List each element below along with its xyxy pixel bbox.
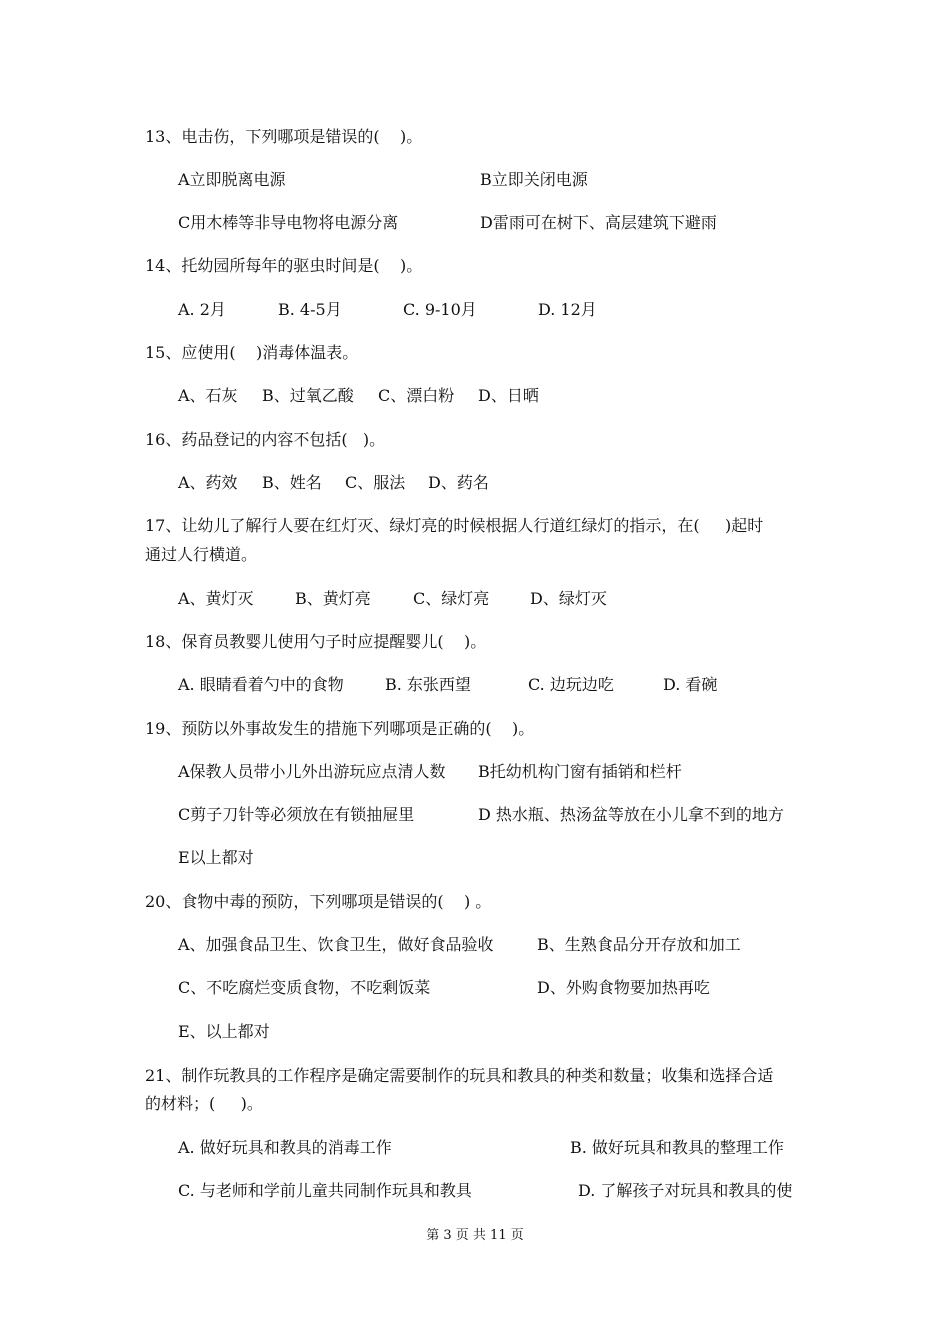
answer-option: B立即关闭电源 [480, 170, 588, 189]
answer-option: C、漂白粉 [378, 386, 455, 405]
answer-option: A、石灰 [178, 386, 238, 405]
answer-option: A、黄灯灭 [178, 589, 254, 608]
page-footer: 第 3 页 共 11 页 [426, 1228, 524, 1243]
answer-option: C. 边玩边吃 [528, 675, 614, 694]
answer-option: C. 9-10月 [403, 300, 477, 319]
answer-option: E、以上都对 [178, 1022, 270, 1041]
answer-option: C、绿灯亮 [413, 589, 490, 608]
answer-option: A. 2月 [178, 300, 226, 319]
question-text: 14、托幼园所每年的驱虫时间是( )。 [145, 256, 423, 275]
answer-option: C剪子刀针等必须放在有锁抽屉里 [178, 805, 415, 824]
question-text: 21、制作玩教具的工作程序是确定需要制作的玩具和教具的种类和数量；收集和选择合适 [145, 1066, 774, 1085]
question-text: 15、应使用( )消毒体温表。 [145, 343, 359, 362]
answer-option: B. 做好玩具和教具的整理工作 [570, 1138, 784, 1157]
answer-option: D、日晒 [478, 386, 539, 405]
answer-option: B、过氧乙酸 [262, 386, 354, 405]
answer-option: A、药效 [178, 473, 238, 492]
answer-option: E以上都对 [178, 848, 254, 867]
question-text: 19、预防以外事故发生的措施下列哪项是正确的( )。 [145, 719, 535, 738]
answer-option: D、绿灯灭 [530, 589, 607, 608]
answer-option: D. 看碗 [663, 675, 718, 694]
answer-option: D雷雨可在树下、高层建筑下避雨 [480, 213, 717, 232]
answer-option: B、生熟食品分开存放和加工 [537, 935, 741, 954]
answer-option: C、不吃腐烂变质食物，不吃剩饭菜 [178, 978, 431, 997]
answer-option: D. 12月 [538, 300, 597, 319]
answer-option: A. 做好玩具和教具的消毒工作 [178, 1138, 392, 1157]
answer-option: C. 与老师和学前儿童共同制作玩具和教具 [178, 1181, 472, 1200]
answer-option: B. 4-5月 [278, 300, 342, 319]
question-text: 20、食物中毒的预防，下列哪项是错误的( ) 。 [145, 892, 492, 911]
answer-option: B、黄灯亮 [295, 589, 371, 608]
question-text: 通过人行横道。 [145, 545, 258, 564]
answer-option: D、药名 [428, 473, 489, 492]
answer-option: B、姓名 [262, 473, 322, 492]
question-text: 13、电击伤，下列哪项是错误的( )。 [145, 127, 423, 146]
question-text: 18、保育员教婴儿使用勺子时应提醒婴儿( )。 [145, 632, 487, 651]
answer-option: A保教人员带小儿外出游玩应点清人数 [178, 762, 446, 781]
answer-option: D. 了解孩子对玩具和教具的使 [578, 1181, 793, 1200]
answer-option: C、服法 [345, 473, 406, 492]
question-text: 的材料；( )。 [145, 1094, 263, 1113]
question-text: 17、让幼儿了解行人要在红灯灭、绿灯亮的时候根据人行道红绿灯的指示，在( )起时 [145, 516, 764, 535]
answer-option: D、外购食物要加热再吃 [537, 978, 710, 997]
answer-option: B托幼机构门窗有插销和栏杆 [478, 762, 682, 781]
question-text: 16、药品登记的内容不包括( )。 [145, 430, 386, 449]
answer-option: A. 眼睛看着勺中的食物 [178, 675, 344, 694]
answer-option: A立即脱离电源 [178, 170, 286, 189]
answer-option: C用木棒等非导电物将电源分离 [178, 213, 399, 232]
answer-option: B. 东张西望 [385, 675, 471, 694]
answer-option: D 热水瓶、热汤盆等放在小儿拿不到的地方 [478, 805, 784, 824]
answer-option: A、加强食品卫生、饮食卫生，做好食品验收 [178, 935, 494, 954]
